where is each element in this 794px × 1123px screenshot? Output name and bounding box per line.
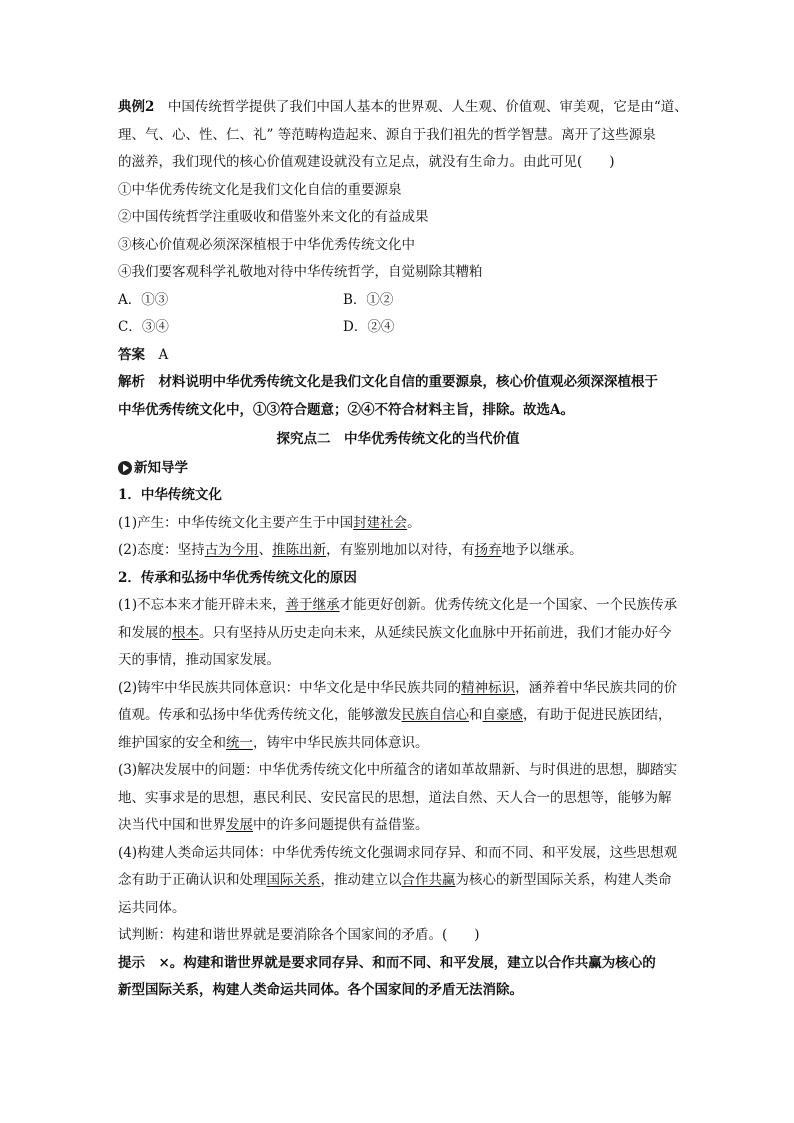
statement-1: ①中华优秀传统文化是我们文化自信的重要源泉 [118,181,402,198]
judge-hint-line: 提示 ×。构建和谐世界就是要求同存异、和而不同、和平发展，建立以合作共赢为核心的 [118,954,656,971]
reason-1: (1)不忘本来才能开辟未来，善于继承才能更好创新。优秀传统文化是一个国家、一个民族传承和发展的根本。只有坚持从历史走向未来，从延续民族文化血脉中开拓前进，我们才能办好今天的事情，推动国家发展。 [118,597,678,668]
option-b: B．①② [343,291,394,308]
statement-2: ②中国传统哲学注重吸收和借鉴外来文化的有益成果 [118,209,429,225]
answer-label: 答案 [118,346,145,363]
options-row [118,287,678,315]
reason-4: (4)构建人类命运共同体：中华优秀传统文化强调求同存异、和而不同、和平发展，这些思想观念有助于正确认识和处理国际关系，推动建立以合作共赢为核心的新型国际关系，构建人类命运共同体。 [118,844,678,916]
option-a: A．①③ [118,291,169,308]
guide-heading: 新知导学 [118,454,678,482]
answer-value: A [158,346,169,363]
example-label: 典例2 [118,99,155,115]
reason-2: (2)铸牢中华民族共同体意识：中华文化是中华民族共同的精神标识，涵养着中华民族共同的价值观。传承和弘扬中华优秀传统文化，能够激发民族自信心和自豪感，有助于促进民族团结，维护国家的安全和统一，铸牢中华民族共同体意识。 [118,679,678,751]
play-circle-icon [118,461,132,475]
option-d: D．②④ [343,319,395,335]
part1-heading: 1．中华传统文化 [118,487,222,503]
example-stem-line: 典例2 中国传统哲学提供了我们中国人基本的世界观、人生观、价值观、审美观，它是由“道、 [118,99,688,115]
statement-3: ③核心价值观必须深深植根于中华优秀传统文化中 [118,236,415,253]
example-stem-line: 理、气、心、性、仁、礼” 等范畴构造起来、源自于我们祖先的哲学智慧。离开了这些源泉 [118,126,656,143]
example-stem-line: 的滋养，我们现代的核心价值观建设就没有立足点，就没有生命力。由此可见( ) [118,154,615,170]
hint-label: 提示 [118,954,145,971]
option-c: C．③④ [118,319,169,335]
answer [118,342,678,370]
part1-attitude: (2)态度：坚持古为今用、推陈出新，有鉴别地加以对待，有扬弃地予以继承。 [118,542,583,558]
analysis-label: 解析 [118,374,145,390]
section-title: 探究点二 中华优秀传统文化的当代价值 [276,431,520,447]
options-row [118,314,678,342]
analysis-line: 中华优秀传统文化中，①③符合题意；②④不符合材料主旨，排除。故选A。 [118,401,574,418]
statement-4: ④我们要客观科学礼敬地对待中华传统哲学，自觉剔除其糟粕 [118,264,483,280]
reason-3: (3)解决发展中的问题：中华优秀传统文化中所蕴含的诸如革故鼎新、与时俱进的思想，脚踏实地、实事求是的思想，惠民利民、安民富民的思想，道法自然、天人合一的思想等，能够为解决当代中国和世界发展中的许多问题提供有益借鉴。 [118,762,678,833]
part1-origin: (1)产生：中华传统文化主要产生于中国封建社会。 [118,514,421,531]
judge-question: 试判断：构建和谐世界就是要消除各个国家间的矛盾。( ) [118,927,480,943]
part2-heading: 2．传承和弘扬中华优秀传统文化的原因 [118,569,357,586]
judge-hint-line: 新型国际关系，构建人类命运共同体。各个国家间的矛盾无法消除。 [118,982,523,998]
document-page [118,94,688,1005]
analysis-line: 解析 材料说明中华优秀传统文化是我们文化自信的重要源泉，核心价值观必须深深植根于 [118,374,658,390]
